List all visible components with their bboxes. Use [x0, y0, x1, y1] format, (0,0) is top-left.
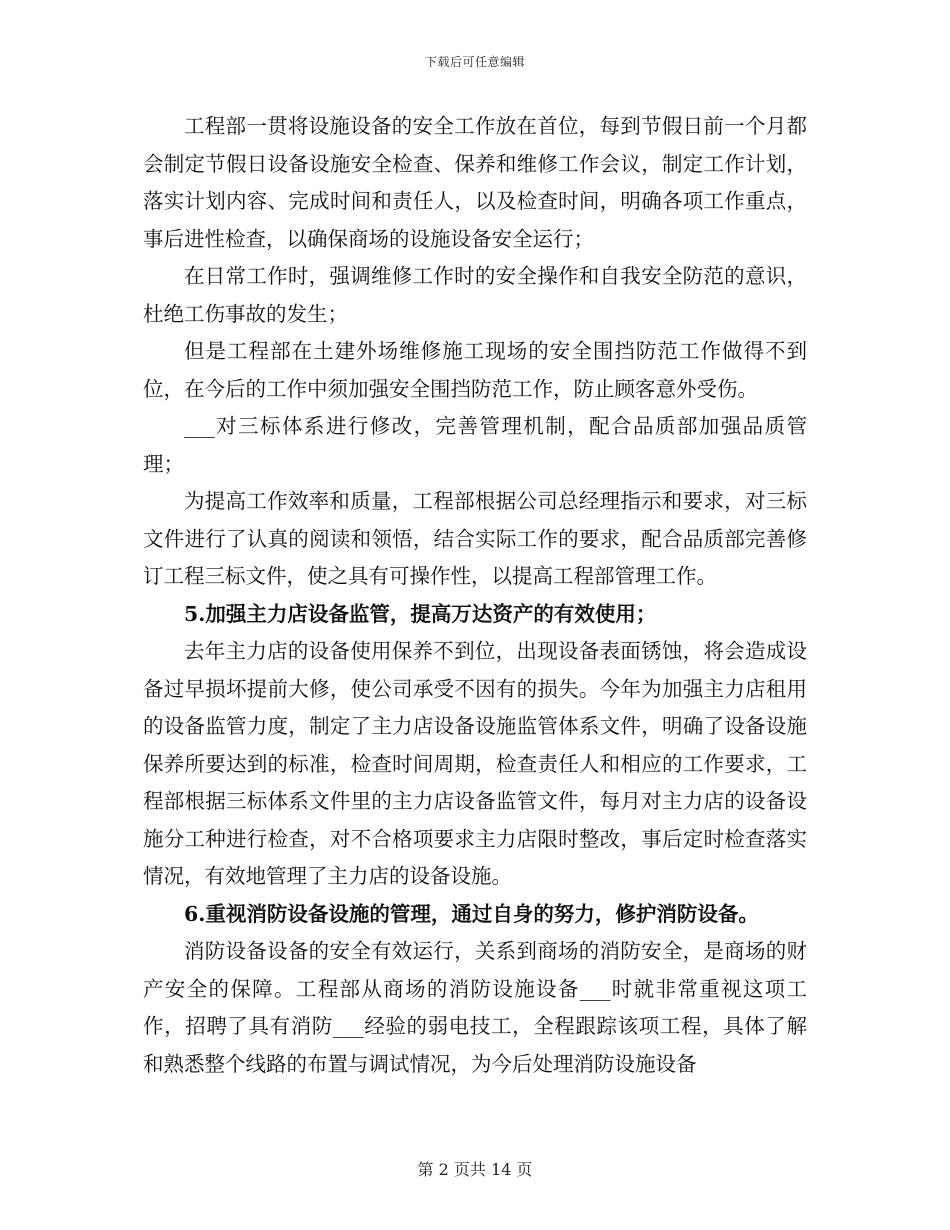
paragraph-anchor-store-equipment: 去年主力店的设备使用保养不到位，出现设备表面锈蚀，将会造成设备过早损坏提前大修，使公司承受不因有的损失。今年为加强主力店租用的设备监管力度，制定了主力店设备设施监管体系文件，明确了设备设施保养所要达到的标准，检查时间周期，检查责任人和相应的工作要求，工程部根据三标体系文件里的主力店设备监管文件，每月对主力店的设备设施分工种进行检查，对不合格项要求主力店限时整改，事后定时检查落实情况，有效地管理了主力店的设备设施。: [143, 639, 807, 888]
page-header: 下载后可任意编辑: [424, 55, 525, 69]
paragraph-safety-priority: 工程部一贯将设施设备的安全工作放在首位，每到节假日前一个月都会制定节假日设备设施安全检查、保养和维修工作会议，制定工作计划，落实计划内容、完成时间和责任人，以及检查时间，明确各项工作重点，事后进性检查，以确保商场的设施设备安全运行；: [143, 114, 807, 251]
paragraph-site-barrier: 但是工程部在土建外场维修施工现场的安全围挡防范工作做得不到位，在今后的工作中须加强安全围挡防范工作，防止顾客意外受伤。: [143, 339, 807, 401]
section-heading-5: 5.加强主力店设备监管，提高万达资产的有效使用；: [184, 601, 657, 626]
document-body: [143, 108, 807, 1083]
paragraph-daily-safety: 在日常工作时，强调维修工作时的安全操作和自我安全防范的意识，杜绝工伤事故的发生；: [143, 264, 807, 326]
paragraph-efficiency-quality: 为提高工作效率和质量，工程部根据公司总经理指示和要求，对三标文件进行了认真的阅读和领悟，结合实际工作的要求，配合品质部完善修订工程三标文件，使之具有可操作性，以提高工程部管理工作。: [143, 489, 807, 588]
paragraph-three-standard-revision: ___对三标体系进行修改，完善管理机制，配合品质部加强品质管理；: [143, 414, 807, 476]
page-footer: 第 2 页共 14 页: [417, 1160, 533, 1179]
section-heading-6: 6.重视消防设备设施的管理，通过自身的努力，修护消防设备。: [184, 901, 759, 926]
paragraph-fire-equipment: 消防设备设备的安全有效运行，关系到商场的消防安全，是商场的财产安全的保障。工程部从商场的消防设施设备___时就非常重视这项工作，招聘了具有消防___经验的弱电技工，全程跟踪该项工程，具体了解和熟悉整个线路的布置与调试情况，为今后处理消防设施设备: [143, 939, 807, 1076]
